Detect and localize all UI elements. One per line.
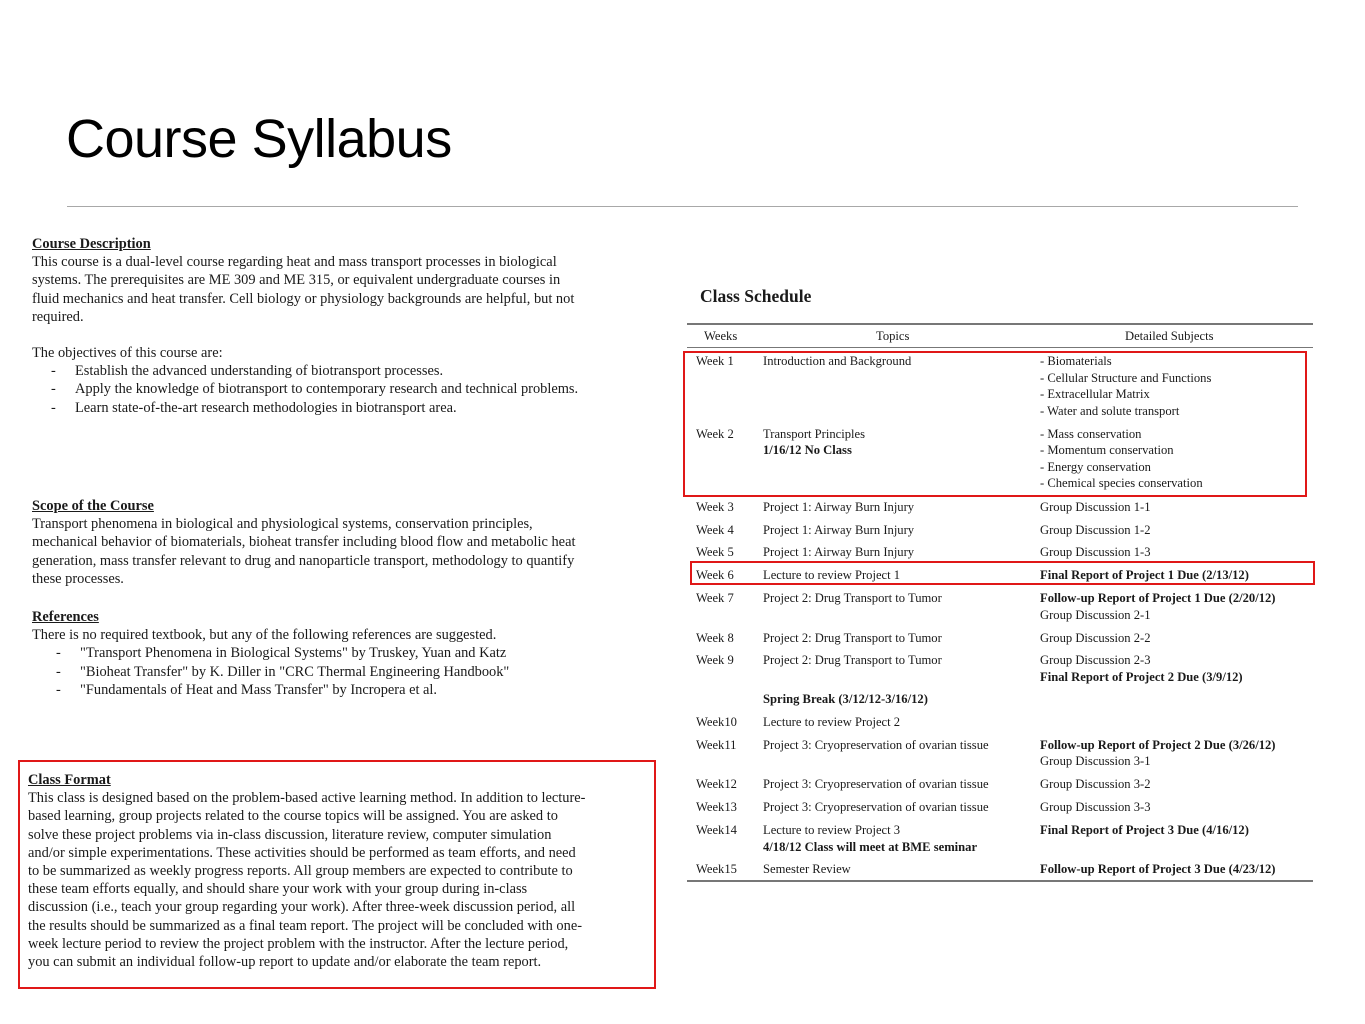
subject-cell: - Water and solute transport [1040,404,1180,418]
subject-cell: - Energy conservation [1040,460,1151,474]
topic-cell: Project 2: Drug Transport to Tumor [763,631,942,645]
objective-item: - Establish the advanced understanding of biotransport processes. [32,362,658,380]
schedule-title: Class Schedule [700,286,812,306]
topic-cell: Lecture to review Project 2 [763,715,901,729]
references-list [32,644,658,699]
description-line: systems. The prerequisites are ME 309 and ME 315, or equivalent undergraduate courses in [32,272,561,289]
schedule-bottom-rule [687,880,1313,882]
subject-cell: Group Discussion 1-3 [1040,545,1151,559]
week-cell: Week15 [696,862,737,876]
week-cell: Week13 [696,800,737,814]
references-intro: There is no required textbook, but any of the following references are suggested. [32,627,497,644]
topic-cell: Project 3: Cryopreservation of ovarian tissue [763,800,989,814]
topic-note: 4/18/12 Class will meet at BME seminar [763,840,978,854]
topic-cell: Project 2: Drug Transport to Tumor [763,653,942,667]
format-line: based learning, group projects related to the course topics will be assigned. You are asked to [28,808,558,825]
scope-line: generation, mass transfer relevant to drug and nanoparticle transport, methodology to quantify [32,552,575,569]
week-cell: Week 2 [696,427,734,441]
scope-line: these processes. [32,570,124,587]
format-line: week lecture period to review the project problem with the instructor. After the lecture period, [28,935,569,952]
subject-cell: Final Report of Project 1 Due (2/13/12) [1040,568,1249,582]
scope-line: Transport phenomena in biological and physiological systems, conservation principles, [32,516,533,533]
topic-cell: Project 1: Airway Burn Injury [763,523,915,537]
course-description-heading: Course Description [32,236,151,252]
format-line: these team efforts equally, and should share your work with your group during in-class [28,881,528,898]
subject-cell: Final Report of Project 2 Due (3/9/12) [1040,670,1243,684]
subject-cell: Group Discussion 1-2 [1040,523,1151,537]
subject-cell: Follow-up Report of Project 3 Due (4/23/12) [1040,862,1276,876]
slide-title: Course Syllabus [66,109,452,169]
topic-cell: Lecture to review Project 1 [763,568,901,582]
topic-cell: Project 3: Cryopreservation of ovarian tissue [763,738,989,752]
week-cell: Week 6 [696,568,734,582]
topic-cell: Project 1: Airway Burn Injury [763,500,915,514]
topic-cell: Introduction and Background [763,354,912,368]
references-section [32,608,658,699]
week-cell: Week 7 [696,591,734,605]
objective-item: - Apply the knowledge of biotransport to contemporary research and technical problems. [32,380,658,398]
objective-item: - Learn state-of-the-art research methodologies in biotransport area. [32,399,658,417]
week-cell: Week 4 [696,523,734,537]
subject-cell: Group Discussion 3-2 [1040,777,1151,791]
subject-cell: Final Report of Project 3 Due (4/16/12) [1040,823,1249,837]
weeks-1-2-highlight-box [683,351,1307,497]
subject-cell: Follow-up Report of Project 2 Due (3/26/12) [1040,738,1276,752]
course-description-section [32,235,658,417]
topic-cell: Semester Review [763,862,851,876]
topic-cell: Project 3: Cryopreservation of ovarian tissue [763,777,989,791]
topic-cell: Project 1: Airway Burn Injury [763,545,915,559]
subject-cell: - Mass conservation [1040,427,1142,441]
topic-cell: Lecture to review Project 3 [763,823,901,837]
header-subjects: Detailed Subjects [1125,329,1214,343]
subject-cell: Group Discussion 2-1 [1040,608,1151,622]
format-line: to be summarized as weekly progress reports. All group members are expected to contribute to [28,863,573,880]
week-cell: Week14 [696,823,737,837]
week-cell: Week 5 [696,545,734,559]
format-line: you can submit an individual follow-up report to update and/or elaborate the team report. [28,954,542,971]
subject-cell: - Chemical species conservation [1040,476,1203,490]
class-format-section [28,771,654,971]
week-6-highlight-box [690,561,1315,585]
format-line: discussion (i.e., teach your group regarding your work). After three-week discussion period, all [28,899,576,916]
topic-note: 1/16/12 No Class [763,443,852,457]
format-line: solve these project problems via in-class discussion, literature review, computer simulation [28,826,552,843]
reference-item: - "Fundamentals of Heat and Mass Transfer" by Incropera et al. [32,681,658,699]
subject-cell: Group Discussion 3-3 [1040,800,1151,814]
objectives-intro: The objectives of this course are: [32,345,223,362]
subject-cell: - Biomaterials [1040,354,1112,368]
description-line: required. [32,308,84,325]
subject-cell: - Extracellular Matrix [1040,387,1150,401]
scope-section [32,497,658,588]
format-line: and/or simple experimentations. These activities should be performed as team efforts, and need [28,844,576,861]
subject-cell: Group Discussion 2-2 [1040,631,1151,645]
header-weeks: Weeks [704,329,738,343]
header-topics: Topics [876,329,910,343]
reference-item: - "Bioheat Transfer" by K. Diller in "CRC Thermal Engineering Handbook" [32,663,658,681]
subject-cell: Follow-up Report of Project 1 Due (2/20/12) [1040,591,1276,605]
topic-cell: Project 2: Drug Transport to Tumor [763,591,942,605]
schedule-header-rule [687,347,1313,348]
week-cell: Week 1 [696,354,734,368]
description-line: fluid mechanics and heat transfer. Cell biology or physiology backgrounds are helpful, but not [32,290,575,307]
format-line: This class is designed based on the problem-based active learning method. In addition to lecture- [28,790,586,807]
scope-line: mechanical behavior of biomaterials, bioheat transfer including blood flow and metabolic heat [32,534,576,551]
subject-cell: - Cellular Structure and Functions [1040,371,1212,385]
subject-cell: Group Discussion 2-3 [1040,653,1151,667]
week-cell: Week11 [696,738,737,752]
week-cell: Week10 [696,715,737,729]
scope-heading: Scope of the Course [32,498,154,514]
objectives-list [32,362,658,417]
schedule-top-rule [687,323,1313,325]
spring-break-note: Spring Break (3/12/12-3/16/12) [763,692,928,706]
week-cell: Week 9 [696,653,734,667]
week-cell: Week 8 [696,631,734,645]
description-line: This course is a dual-level course regarding heat and mass transport processes in biological [32,254,557,271]
subject-cell: Group Discussion 3-1 [1040,754,1151,768]
week-cell: Week 3 [696,500,734,514]
reference-item: - "Transport Phenomena in Biological Systems" by Truskey, Yuan and Katz [32,644,658,662]
topic-cell: Transport Principles [763,427,866,441]
class-format-heading: Class Format [28,772,111,788]
references-heading: References [32,609,99,625]
week-cell: Week12 [696,777,737,791]
subject-cell: Group Discussion 1-1 [1040,500,1151,514]
subject-cell: - Momentum conservation [1040,443,1174,457]
title-divider [67,206,1298,207]
format-line: the results should be summarized as a final team report. The project will be concluded with one- [28,917,583,934]
